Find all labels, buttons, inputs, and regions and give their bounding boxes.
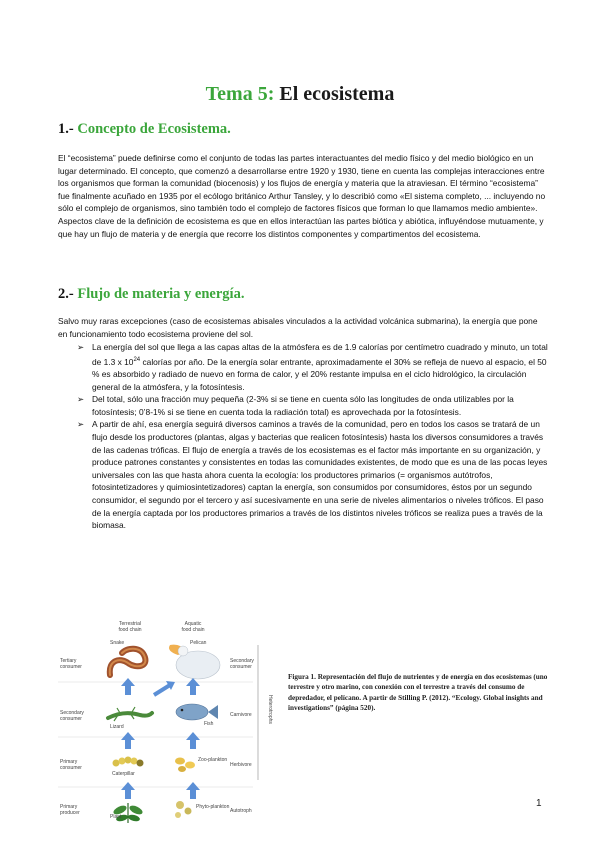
terrestrial-header-2: food chain — [118, 627, 142, 633]
energy-bullet-list — [58, 341, 550, 532]
zooplankton-label: Zoo-plankton — [198, 757, 228, 763]
level-2-left-a: Secondary — [60, 710, 84, 716]
section-2-intro: Salvo muy raras excepciones (caso de ecosistemas abisales vinculados a la actividad volcánica submarina), la energía que pone en funcionamiento todo ecosistema proviene del sol. — [58, 316, 538, 339]
snake-label: Snake — [110, 640, 125, 646]
level-4-left-b: producer — [60, 810, 80, 816]
pelican-label: Pelican — [190, 640, 207, 646]
phytoplankton-label-1: Phyto-plankton — [196, 804, 230, 810]
heterotrophs-label: Heterotrophs — [267, 695, 273, 724]
section-1-heading — [58, 121, 231, 138]
level-1-right-a: Secondary — [230, 658, 254, 664]
aquatic-header-2: food chain — [181, 627, 205, 633]
bullet-3-text: A partir de ahí, esa energía seguirá diversos caminos a través de la comunidad, pero en todos los casos se tratará de un flujo desde los productores (plantas, algas y bacterias que realicen fotosíntesis) hasta los diversos consumidores a través de las cadenas tróficas. El flujo de energía a través de los ecosistemas es el factor más importante en su organización, y produce patrones constantes y consistentes en todas las comunidades existentes, de modo que es una de las pocas leyes universales con las que hasta ahora cuenta la ecología: los productores primarios (= organismos autótrofos, fotosintetizadores y quimiosintetizadores) captan la energía, son consumidos por consumidores, éstos por un segundo consumidor, el segundo por el tercero y así sucesivamente en una serie de niveles alimentarios o niveles tróficos. El paso de la energía captada por los productores primarios a través de los distintos niveles tróficos se realiza pues a través de la biomasa. — [92, 419, 548, 531]
list-item — [58, 418, 550, 531]
section-1-title: Concepto de Ecosistema. — [77, 121, 231, 137]
level-2-left-b: consumer — [60, 716, 82, 722]
level-3-right: Herbivore — [230, 762, 252, 768]
bullet-1-exponent: 24 — [133, 356, 141, 363]
terrestrial-header-1: Terrestrial — [119, 621, 141, 627]
section-1-number: 1.- — [58, 121, 74, 137]
bullet-1-text-b: calorías por año. De la energía solar entrante, aproximadamente el 30% se refleja de nuevo al espacio, el 50 % es absorbido y radiado de nuevo en forma de calor, y el 20% restante impulsa en el ciclo hidrológico, la circulación general de la atmósfera, y la fotosíntesis. — [92, 356, 547, 392]
level-4-right: Autotroph — [230, 808, 252, 814]
section-2-heading — [58, 286, 244, 303]
food-chain-figure — [58, 615, 280, 830]
list-item — [58, 393, 550, 418]
page-number: 1 — [536, 798, 542, 809]
caterpillar-label: Caterpillar — [112, 771, 135, 777]
page-title — [0, 83, 600, 106]
level-4-left-a: Primary — [60, 804, 78, 810]
title-number: Tema 5: — [205, 83, 275, 105]
list-item — [58, 341, 550, 393]
level-3-left-b: consumer — [60, 765, 82, 771]
bullet-arrow-icon: ➢ — [77, 394, 85, 405]
title-text: El ecosistema — [279, 83, 395, 105]
bullet-arrow-icon: ➢ — [77, 419, 85, 430]
level-3-left-a: Primary — [60, 759, 78, 765]
section-2-number: 2.- — [58, 286, 74, 302]
bullet-1-text-a: La energía del sol que llega a las capas altas de la atmósfera es de 1.9 calorías por centímetro cuadrado y minuto, un total de 1.3 x 10 — [92, 342, 548, 367]
aquatic-header-1: Aquatic — [184, 621, 202, 627]
figure-caption: Figura 1. Representación del flujo de nutrientes y de energía en dos ecosistemas (uno terrestre y otro marino, con conexión con el terrestre a través del consumo de depredador, el pelícano. A partir de Stilling P. (2012). “Ecology. Global insights and investigations” (página 520). — [288, 673, 548, 713]
fish-label: Fish — [204, 721, 214, 727]
level-1-left-a: Tertiary — [60, 658, 77, 664]
bullet-2-text: Del total, sólo una fracción muy pequeña (2-3% si se tiene en cuenta sólo las longitudes de onda utilizables por la fotosíntesis; 0’8-1% si se tiene en cuenta toda la radiación total) es aprovechada por la fotosíntesis. — [92, 394, 514, 417]
plant-label: Plant — [110, 814, 122, 820]
level-1-left-b: consumer — [60, 664, 82, 670]
lizard-label: Lizard — [110, 724, 124, 730]
level-1-right-b: consumer — [230, 664, 252, 670]
level-2-right: Carnivore — [230, 712, 252, 718]
section-1-paragraph: El “ecosistema” puede definirse como el conjunto de todas las partes interactuantes del medio físico y del medio biológico en un lugar determinado. El concepto, que comenzó a desarrollarse entre 1920 y 1930, tiene en cuenta las complejas interacciones entre los organismos que forman la comunidad (biocenosis) y los flujos de energía y materia que la atraviesan. El término “ecosistema” fue finalmente acuñado en 1935 por el ecólogo británico Arthur Tansley, y lo describió como «El sistema completo, ... incluyendo no sólo el complejo de organismos, sino también todo el complejo de factores físicos que forman lo que llamamos medio ambiente». Aspectos clave de la definición de ecosistema es que en ellos interactúan las partes biótica y abiótica, influyéndose mutuamente, y que hay un flujo de materia y de energía que recorre los distintos componentes y compartimentos del ecosistema. — [58, 153, 546, 239]
bullet-arrow-icon: ➢ — [77, 342, 85, 352]
section-2-title: Flujo de materia y energía. — [77, 286, 245, 302]
